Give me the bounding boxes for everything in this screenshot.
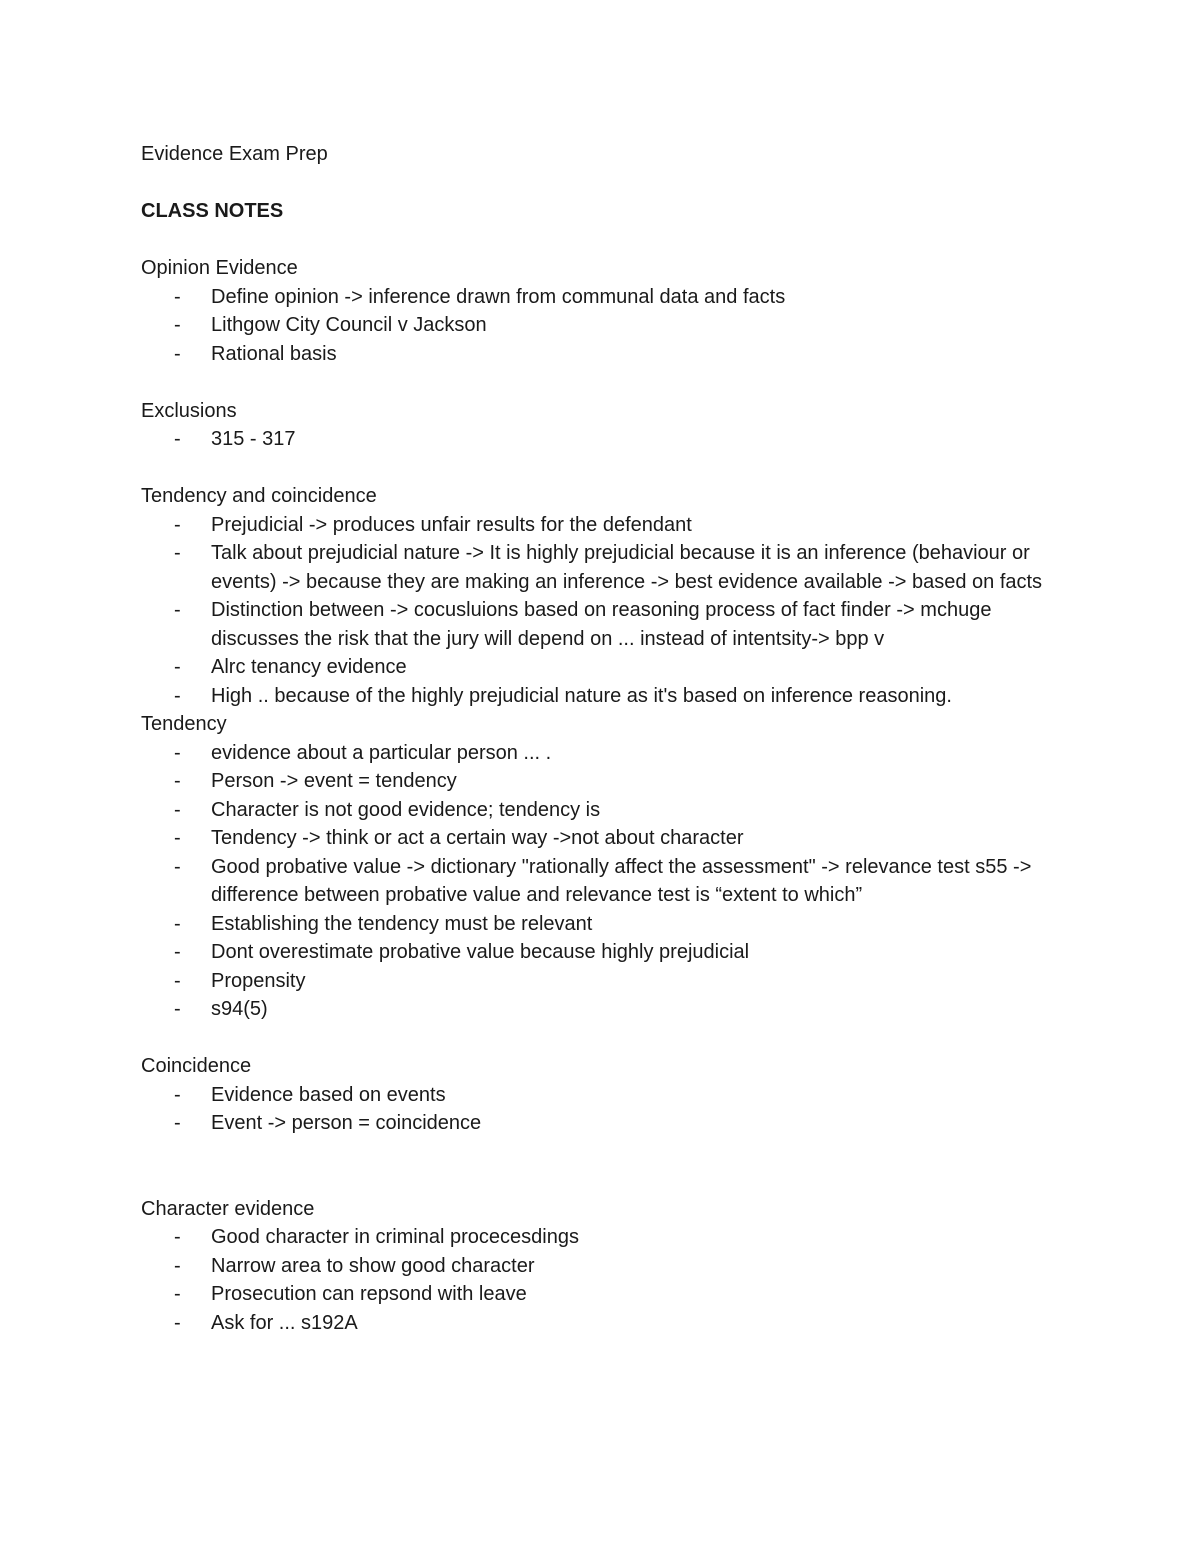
bullet-list — [141, 739, 1081, 1024]
list-item: - Prosecution can repsond with leave — [141, 1280, 1081, 1309]
list-item: - Narrow area to show good character — [141, 1252, 1081, 1281]
section-tendency — [141, 710, 1081, 1024]
bullet-dash: - — [174, 912, 181, 935]
section-coincidence — [141, 1052, 1081, 1138]
section-heading: Exclusions — [141, 399, 237, 422]
bullet-dash: - — [174, 314, 181, 336]
bullet-dash: - — [174, 285, 181, 308]
list-item: - Event -> person = coincidence — [141, 1109, 1081, 1138]
list-item: - Good probative value -> dictionary "rationally affect the assessment" -> relevance test s55 -> difference between probative value and relevance test is “extent to which” — [141, 853, 1081, 910]
list-item: - Person -> event = tendency — [141, 767, 1081, 796]
bullet-dash: - — [174, 855, 181, 878]
bullet-dash: - — [174, 969, 181, 992]
list-item: - Rational basis — [141, 340, 1081, 369]
spacer — [141, 1024, 1081, 1053]
list-item: - Establishing the tendency must be relevant — [141, 910, 1081, 939]
list-item: - Evidence based on events — [141, 1081, 1081, 1110]
list-item: - 315 - 317 — [141, 425, 1081, 454]
bullet-dash: - — [174, 1254, 181, 1277]
bullet-dash: - — [174, 1112, 181, 1134]
bullet-dash: - — [174, 798, 181, 821]
class-notes-heading: CLASS NOTES — [141, 200, 284, 222]
bullet-dash: - — [174, 1226, 181, 1248]
section-heading: Tendency — [141, 713, 227, 735]
list-item: - Lithgow City Council v Jackson — [141, 311, 1081, 340]
bullet-dash: - — [174, 827, 181, 849]
section-heading: Opinion Evidence — [141, 257, 298, 279]
section-heading: Tendency and coincidence — [141, 485, 377, 507]
section-heading: Coincidence — [141, 1055, 252, 1077]
bullet-dash: - — [174, 684, 181, 707]
bullet-list — [141, 511, 1081, 711]
bullet-dash: - — [174, 513, 181, 536]
list-item: - Character is not good evidence; tendency is — [141, 796, 1081, 825]
list-item: - evidence about a particular person ... . — [141, 739, 1081, 768]
bullet-dash: - — [174, 741, 181, 764]
bullet-dash: - — [174, 770, 181, 792]
section-character-evidence — [141, 1195, 1081, 1338]
list-item: - Good character in criminal procecesdings — [141, 1223, 1081, 1252]
list-item: - High .. because of the highly prejudicial nature as it's based on inference reasoning. — [141, 682, 1081, 711]
section-exclusions — [141, 397, 1081, 454]
bullet-dash: - — [174, 428, 181, 450]
bullet-list — [141, 1223, 1081, 1337]
bullet-dash: - — [174, 1083, 181, 1106]
bullet-dash: - — [174, 656, 181, 678]
spacer — [141, 368, 1081, 397]
list-item: - Prejudicial -> produces unfair results for the defendant — [141, 511, 1081, 540]
spacer — [141, 454, 1081, 483]
section-heading: Character evidence — [141, 1197, 315, 1220]
bullet-dash: - — [174, 941, 181, 963]
list-item: - Distinction between -> cocusluions based on reasoning process of fact finder -> mchuge discusses the risk that the jury will depend on ... instead of intentsity-> bpp v — [141, 596, 1081, 653]
bullet-dash: - — [174, 998, 181, 1020]
document-page — [141, 140, 1081, 1337]
list-item: - Talk about prejudicial nature -> It is highly prejudicial because it is an inference (behaviour or events) -> because they are making an inference -> best evidence available -> based on facts — [141, 539, 1081, 596]
bullet-dash: - — [174, 1283, 181, 1305]
bullet-dash: - — [174, 542, 181, 564]
bullet-list — [141, 1081, 1081, 1138]
document-title: Evidence Exam Prep — [141, 143, 328, 165]
spacer — [141, 1138, 1081, 1195]
bullet-dash: - — [174, 342, 181, 365]
list-item: - Define opinion -> inference drawn from communal data and facts — [141, 283, 1081, 312]
bullet-list — [141, 283, 1081, 369]
list-item: - Propensity — [141, 967, 1081, 996]
list-item: - Ask for ... s192A — [141, 1309, 1081, 1338]
section-tendency-and-coincidence — [141, 482, 1081, 710]
list-item: - Alrc tenancy evidence — [141, 653, 1081, 682]
bullet-dash: - — [174, 1311, 181, 1334]
section-opinion-evidence — [141, 254, 1081, 368]
bullet-list — [141, 425, 1081, 454]
list-item: - Dont overestimate probative value because highly prejudicial — [141, 938, 1081, 967]
list-item: - s94(5) — [141, 995, 1081, 1024]
bullet-dash: - — [174, 599, 181, 621]
list-item: - Tendency -> think or act a certain way ->not about character — [141, 824, 1081, 853]
